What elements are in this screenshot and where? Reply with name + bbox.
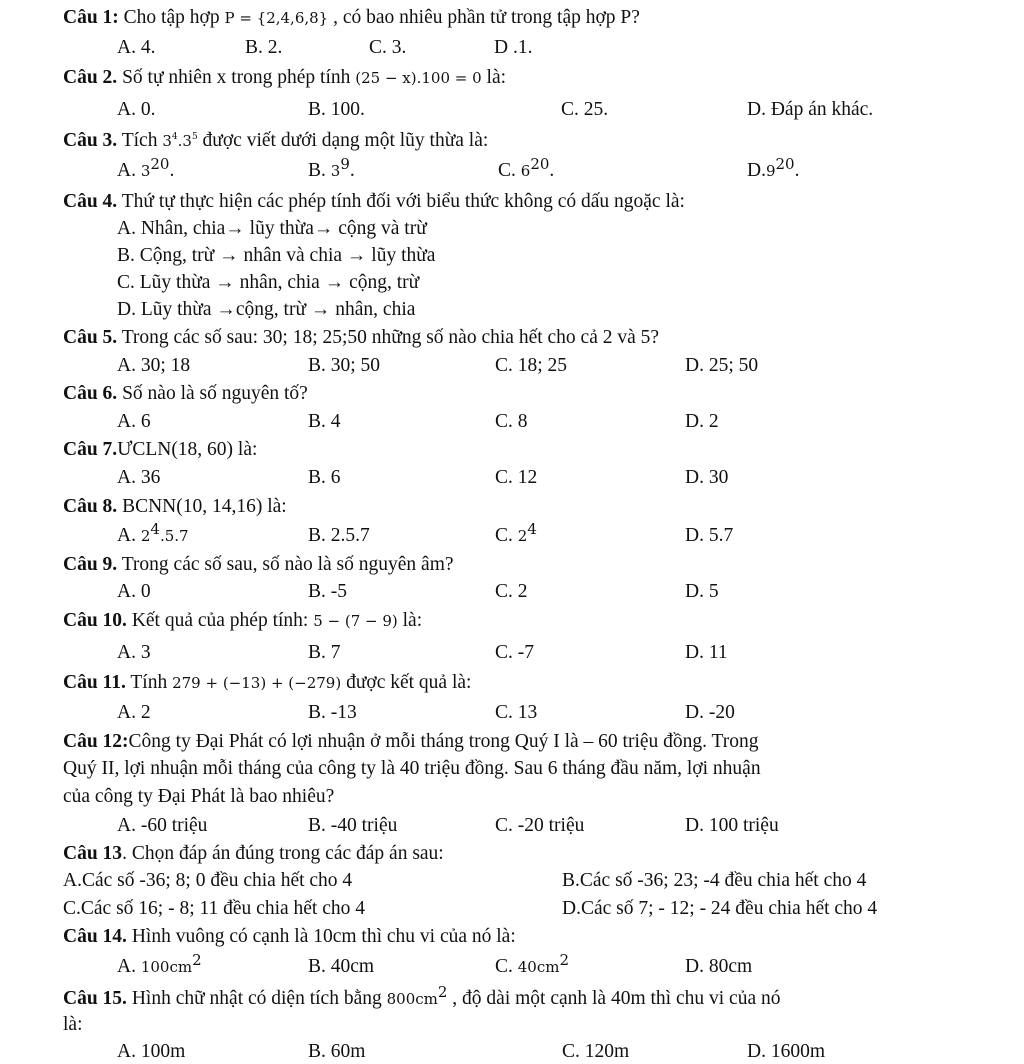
math-exponent: 20 bbox=[775, 155, 795, 173]
question-12 bbox=[63, 730, 759, 754]
question-11-label: Câu 11. bbox=[63, 672, 126, 693]
q15-option-d: D. 1600m bbox=[747, 1041, 825, 1062]
q11-option-d: D. -20 bbox=[685, 702, 735, 723]
option-prefix: B. bbox=[308, 160, 326, 181]
math-exponent: 9 bbox=[340, 155, 350, 173]
q7-option-b: B. 6 bbox=[308, 467, 341, 488]
question-10 bbox=[63, 609, 422, 633]
question-8-label: Câu 8. bbox=[63, 496, 118, 517]
q6-option-c: C. 8 bbox=[495, 411, 528, 432]
q13-option-b: B.Các số -36; 23; -4 đều chia hết cho 4 bbox=[562, 870, 867, 891]
q6-option-d: D. 2 bbox=[685, 411, 719, 432]
q3-option-c bbox=[498, 155, 555, 183]
math-exponent: 20 bbox=[530, 155, 550, 173]
question-7-text: ƯCLN(18, 60) là: bbox=[117, 439, 258, 460]
math-base: 6 bbox=[520, 162, 531, 180]
question-2-label: Câu 2. bbox=[63, 67, 118, 88]
q8-option-c bbox=[495, 520, 537, 548]
question-5-text: Trong các số sau: 30; 18; 25;50 những số nào chia hết cho cả 2 và 5? bbox=[117, 327, 660, 348]
q4-option-d: D. Lũy thừa →cộng, trừ → nhân, chia bbox=[117, 299, 416, 320]
q15-option-b: B. 60m bbox=[308, 1041, 366, 1062]
q9-option-a: A. 0 bbox=[117, 581, 151, 602]
q15-option-a: A. 100m bbox=[117, 1041, 186, 1062]
q4-option-c: C. Lũy thừa → nhân, chia → cộng, trừ bbox=[117, 272, 420, 293]
q6-option-a: A. 6 bbox=[117, 411, 151, 432]
question-13-label: Câu 13 bbox=[63, 843, 123, 864]
option-prefix: C. bbox=[498, 160, 516, 181]
q7-option-a: A. 36 bbox=[117, 467, 161, 488]
option-prefix: D. bbox=[747, 160, 766, 181]
q1-option-a: A. 4. bbox=[117, 37, 156, 58]
question-9-label: Câu 9. bbox=[63, 554, 118, 575]
question-11-math: 279 + (−13) + (−279) bbox=[172, 674, 342, 692]
q7-option-d: D. 30 bbox=[685, 467, 729, 488]
math-base: 9 bbox=[765, 162, 776, 180]
question-9 bbox=[63, 553, 454, 577]
q10-option-d: D. 11 bbox=[685, 642, 728, 663]
question-11 bbox=[63, 671, 471, 695]
math-base: 3 bbox=[140, 162, 151, 180]
q12-option-a: A. -60 triệu bbox=[117, 815, 208, 836]
math-exponent: 2 bbox=[559, 951, 570, 969]
question-1 bbox=[63, 6, 640, 30]
q10-option-b: B. 7 bbox=[308, 642, 341, 663]
question-3-math bbox=[162, 132, 197, 150]
q8-option-a bbox=[117, 520, 189, 548]
question-12-line-1: Công ty Đại Phát có lợi nhuận ở mỗi tháng trong Quý I là – 60 triệu đồng. Trong bbox=[128, 731, 759, 752]
question-4-text: Thứ tự thực hiện các phép tính đối với biểu thức không có dấu ngoặc là: bbox=[117, 191, 685, 212]
question-15-label: Câu 15. bbox=[63, 988, 127, 1009]
q6-option-b: B. 4 bbox=[308, 411, 341, 432]
question-1-text-after: , có bao nhiêu phần tử trong tập hợp P? bbox=[328, 7, 640, 28]
option-suffix: . bbox=[349, 160, 355, 181]
option-prefix: C. bbox=[495, 956, 518, 977]
q9-option-c: C. 2 bbox=[495, 581, 528, 602]
q5-option-c: C. 18; 25 bbox=[495, 355, 568, 376]
q3-option-b bbox=[308, 155, 355, 183]
question-1-text-before: Cho tập hợp bbox=[118, 7, 225, 28]
question-2 bbox=[63, 66, 506, 90]
math-base: 800cm bbox=[386, 990, 438, 1008]
question-2-text-before: Số tự nhiên x trong phép tính bbox=[117, 67, 356, 88]
q2-option-a: A. 0. bbox=[117, 99, 156, 120]
q1-option-d: D .1. bbox=[494, 37, 533, 58]
question-1-label: Câu 1: bbox=[63, 7, 119, 28]
q5-option-a: A. 30; 18 bbox=[117, 355, 191, 376]
question-10-label: Câu 10. bbox=[63, 610, 127, 631]
question-3-label: Câu 3. bbox=[63, 130, 118, 151]
question-12-line-3: của công ty Đại Phát là bao nhiêu? bbox=[63, 786, 335, 807]
question-10-text-before: Kết quả của phép tính: bbox=[126, 610, 314, 631]
option-prefix: C. bbox=[495, 525, 518, 546]
question-8 bbox=[63, 495, 287, 519]
q12-option-b: B. -40 triệu bbox=[308, 815, 398, 836]
math-exponent: 20 bbox=[150, 155, 170, 173]
q11-option-a: A. 2 bbox=[117, 702, 151, 723]
question-15-text-before: Hình chữ nhật có diện tích bằng bbox=[126, 988, 387, 1009]
math-exponent: 2 bbox=[192, 951, 202, 969]
question-14-label: Câu 14. bbox=[63, 926, 127, 947]
math-base: 3 bbox=[330, 162, 341, 180]
question-15-line-2: là: bbox=[63, 1014, 83, 1035]
question-11-text-before: Tính bbox=[125, 672, 173, 693]
option-suffix: . bbox=[549, 160, 555, 181]
q12-option-c: C. -20 triệu bbox=[495, 815, 585, 836]
question-5-label: Câu 5. bbox=[63, 327, 118, 348]
question-6-text: Số nào là số nguyên tố? bbox=[117, 383, 308, 404]
question-4-label: Câu 4. bbox=[63, 191, 118, 212]
question-11-text-after: được kết quả là: bbox=[341, 672, 472, 693]
q13-option-a: A.Các số -36; 8; 0 đều chia hết cho 4 bbox=[63, 870, 353, 891]
math-exponent: 2 bbox=[437, 983, 448, 1001]
math-base: 2 bbox=[517, 527, 528, 545]
q14-option-a bbox=[117, 951, 202, 979]
math-base: 2 bbox=[140, 527, 151, 545]
q13-option-d: D.Các số 7; - 12; - 24 đều chia hết cho 4 bbox=[562, 898, 878, 919]
question-2-math: (25 − x).100 = 0 bbox=[355, 69, 482, 87]
q10-option-c: C. -7 bbox=[495, 642, 534, 663]
question-13 bbox=[63, 842, 444, 866]
question-15 bbox=[63, 983, 781, 1011]
question-7-label: Câu 7. bbox=[63, 439, 118, 460]
question-3-text-before: Tích bbox=[117, 130, 163, 151]
question-12-label: Câu 12: bbox=[63, 731, 129, 752]
q14-option-c bbox=[495, 951, 570, 979]
q2-option-b: B. 100. bbox=[308, 99, 365, 120]
math-exponent: 4 bbox=[527, 520, 537, 538]
q1-option-c: C. 3. bbox=[369, 37, 407, 58]
question-9-text: Trong các số sau, số nào là số nguyên âm? bbox=[117, 554, 454, 575]
option-suffix: . bbox=[169, 160, 175, 181]
q14-option-d: D. 80cm bbox=[685, 956, 753, 977]
math-exponent: 4 bbox=[150, 520, 160, 538]
q9-option-d: D. 5 bbox=[685, 581, 719, 602]
q8-option-d: D. 5.7 bbox=[685, 525, 734, 546]
option-suffix: . bbox=[794, 160, 800, 181]
math-tail: .5.7 bbox=[159, 527, 189, 545]
math-base: 100cm bbox=[140, 958, 193, 976]
question-3 bbox=[63, 129, 488, 153]
q10-option-a: A. 3 bbox=[117, 642, 151, 663]
q5-option-b: B. 30; 50 bbox=[308, 355, 381, 376]
q3-option-a bbox=[117, 155, 175, 183]
q12-option-d: D. 100 triệu bbox=[685, 815, 779, 836]
question-13-text: . Chọn đáp án đúng trong các đáp án sau: bbox=[122, 843, 444, 864]
question-15-text-after: , độ dài một cạnh là 40m thì chu vi của nó bbox=[447, 988, 781, 1009]
math-base: 3 bbox=[182, 132, 192, 150]
math-exponent: 4 bbox=[171, 132, 178, 142]
question-6-label: Câu 6. bbox=[63, 383, 118, 404]
q5-option-d: D. 25; 50 bbox=[685, 355, 759, 376]
q7-option-c: C. 12 bbox=[495, 467, 538, 488]
question-12-line-2: Quý II, lợi nhuận mỗi tháng của công ty là 40 triệu đồng. Sau 6 tháng đầu năm, lợi nhuận bbox=[63, 758, 761, 779]
question-3-text-after: được viết dưới dạng một lũy thừa là: bbox=[197, 130, 489, 151]
question-14 bbox=[63, 925, 516, 949]
q11-option-c: C. 13 bbox=[495, 702, 538, 723]
question-2-text-after: là: bbox=[481, 67, 507, 88]
question-4 bbox=[63, 190, 685, 214]
option-prefix: A. bbox=[117, 525, 141, 546]
option-prefix: A. bbox=[117, 160, 136, 181]
q4-option-b: B. Cộng, trừ → nhân và chia → lũy thừa bbox=[117, 245, 436, 266]
math-base: 40cm bbox=[517, 958, 560, 976]
q11-option-b: B. -13 bbox=[308, 702, 357, 723]
q8-option-b: B. 2.5.7 bbox=[308, 525, 370, 546]
question-8-text: BCNN(10, 14,16) là: bbox=[117, 496, 287, 517]
q1-option-b: B. 2. bbox=[245, 37, 283, 58]
question-7 bbox=[63, 438, 257, 462]
q13-option-c: C.Các số 16; - 8; 11 đều chia hết cho 4 bbox=[63, 898, 366, 919]
question-6 bbox=[63, 382, 308, 406]
option-prefix: A. bbox=[117, 956, 141, 977]
q4-option-a: A. Nhân, chia→ lũy thừa→ cộng và trừ bbox=[117, 218, 427, 239]
q15-option-c: C. 120m bbox=[562, 1041, 630, 1062]
q2-option-d: D. Đáp án khác. bbox=[747, 99, 874, 120]
q3-option-d bbox=[747, 155, 800, 183]
question-10-text-after: là: bbox=[397, 610, 423, 631]
q2-option-c: C. 25. bbox=[561, 99, 609, 120]
question-10-math: 5 − (7 − 9) bbox=[313, 612, 398, 630]
math-exponent: 5 bbox=[191, 132, 198, 142]
math-dot: . bbox=[177, 132, 183, 150]
q9-option-b: B. -5 bbox=[308, 581, 347, 602]
question-1-math: P = {2,4,6,8} bbox=[224, 9, 329, 27]
question-14-text: Hình vuông có cạnh là 10cm thì chu vi của nó là: bbox=[126, 926, 516, 947]
q14-option-b: B. 40cm bbox=[308, 956, 375, 977]
question-5 bbox=[63, 326, 659, 350]
math-base: 3 bbox=[162, 132, 172, 150]
